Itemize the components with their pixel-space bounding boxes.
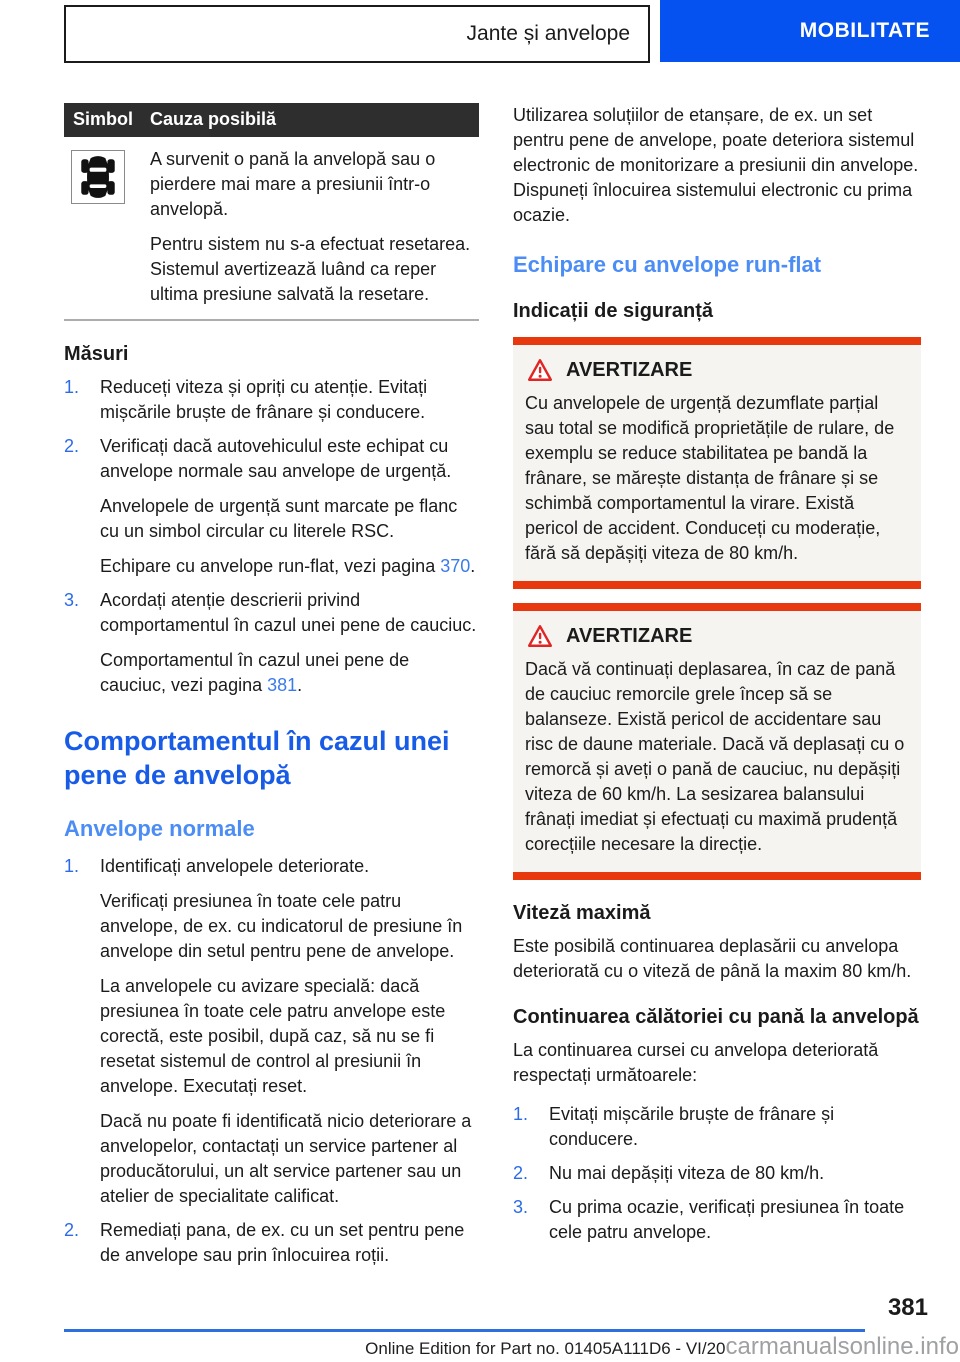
- list-item-body: [100, 854, 479, 1209]
- warning-label: AVERTIZARE: [566, 624, 693, 647]
- list-item: [64, 434, 479, 579]
- warning-text: Dacă vă continuați deplasarea, în caz de pană de cauciuc remorcile grele încep să se balanseze. Există pericol de accidentare sau risc de daune materiale. Dacă vă deplasați cu o remorcă și aveți o pană de cauciuc, nu depășiți viteza de 60 km/h. La sesizarea balansului frânați imediat și efectuați cu maximă prudență corecțiile necesare la direcție.: [525, 659, 905, 854]
- page-footer: [0, 1282, 960, 1362]
- list-number: 2.: [513, 1163, 529, 1183]
- edition-text: Online Edition for Part no. 01405A111D6 - VI/20: [365, 1339, 726, 1358]
- max-speed-title: Viteză maximă: [513, 902, 651, 924]
- list-paragraph: Cu prima ocazie, verificați presiunea în toate cele patru anvelope.: [549, 1197, 905, 1242]
- page-number: 381: [887, 1294, 928, 1321]
- list-item: [64, 588, 479, 698]
- table-row: [64, 137, 479, 321]
- subsection-title-normal-tires: Anvelope normale: [64, 816, 255, 841]
- content-columns: [0, 103, 960, 1277]
- symbol-table-header: [64, 103, 479, 137]
- link-suffix-text: .: [297, 675, 303, 695]
- warning-title-row: [525, 358, 909, 382]
- max-speed-text: Este posibilă continuarea deplasării cu anvelopa deteriorată cu o viteză de până la maxim 80 km/h.: [513, 936, 912, 981]
- list-paragraph: Dacă nu poate fi identificată nicio deteriorare a anvelopelor, contactați un service partener al producătorului, un alt service partener sau un atelier de specialitate calificat.: [100, 1111, 472, 1206]
- list-paragraph: Verificați presiunea în toate cele patru anvelope, de ex. cu indicatorul de presiune în anvelope din setul pentru pene de anvelope.: [100, 891, 463, 961]
- page-header: [0, 0, 960, 63]
- subsection-title-runflat: Echipare cu anvelope run-flat: [513, 252, 822, 277]
- safety-notes-title: Indicații de siguranță: [513, 300, 714, 322]
- symbol-column-header: Simbol: [73, 109, 134, 129]
- list-item-body: [100, 588, 479, 698]
- list-number: 2.: [64, 1220, 80, 1240]
- list-number: 1.: [513, 1104, 529, 1124]
- measures-title: Măsuri: [64, 343, 129, 365]
- section-title: Comportamentul în cazul unei pene de anvelopă: [64, 726, 450, 790]
- list-paragraph: Remediați pana, de ex. cu un set pentru pene de anvelope sau prin înlocuirea roții.: [100, 1220, 465, 1265]
- list-paragraph: Reduceți viteza și opriți cu atenție. Evitați mișcările bruște de frânare și conducere.: [100, 377, 428, 422]
- list-paragraph: La anvelopele cu avizare specială: dacă presiunea în toate cele patru anvelope este corectă, este posibil, după caz, să nu se fi resetat sistemul de control al presiunii în anvelope. Executați reset.: [100, 976, 446, 1096]
- list-item-body: [549, 1102, 921, 1152]
- list-item: [513, 1102, 921, 1152]
- symbol-cell: [64, 147, 150, 307]
- cause-column-header: Cauza posibilă: [150, 109, 277, 129]
- list-paragraph: Anvelopele de urgență sunt marcate pe flanc cu un simbol circular cu literele RSC.: [100, 496, 458, 541]
- list-paragraph: Verificați dacă autovehiculul este echipat cu anvelope normale sau anvelope de urgență.: [100, 436, 452, 481]
- breadcrumb: [64, 5, 650, 63]
- page-link-381[interactable]: 381: [267, 675, 298, 695]
- list-paragraph: Acordați atenție descrierii privind comportamentul în cazul unei pene de cauciuc.: [100, 590, 477, 635]
- list-number: 3.: [64, 590, 80, 610]
- list-item-body: [100, 375, 479, 425]
- watermark-text: carmanualsonline.info: [725, 1333, 959, 1360]
- chapter-label: MOBILITATE: [799, 19, 930, 42]
- warning-triangle-icon: [527, 624, 553, 648]
- list-paragraph: Nu mai depășiți viteza de 80 km/h.: [549, 1163, 825, 1183]
- breadcrumb-label: Jante și anvelope: [466, 22, 630, 45]
- cause-cell: [150, 147, 479, 307]
- list-number: 1.: [64, 377, 80, 397]
- list-item-body: [100, 1218, 479, 1268]
- list-paragraph: [100, 554, 479, 579]
- link-prefix-text: Comportamentul în cazul unei pene de cauciuc, vezi pagina: [100, 650, 410, 695]
- list-item: [64, 854, 479, 1209]
- continue-intro: La continuarea cursei cu anvelopa deteriorată respectați următoarele:: [513, 1040, 879, 1085]
- warning-title-row: [525, 624, 909, 648]
- warning-box: [513, 603, 921, 880]
- list-item: [513, 1161, 921, 1186]
- list-paragraph: Evitați mișcările bruște de frânare și conducere.: [549, 1104, 835, 1149]
- symbol-table: [64, 103, 479, 321]
- list-item: [64, 1218, 479, 1268]
- footer-credit-row: [0, 1333, 959, 1361]
- list-number: 2.: [64, 436, 80, 456]
- list-item: [64, 375, 479, 425]
- right-column: [513, 103, 921, 1277]
- link-suffix-text: .: [470, 556, 476, 576]
- cause-paragraph: Pentru sistem nu s-a efectuat resetarea. Sistemul avertizează luând ca reper ultima presiune salvată la resetare.: [150, 234, 471, 304]
- list-number: 3.: [513, 1197, 529, 1217]
- list-item-body: [549, 1195, 921, 1245]
- left-column: [64, 103, 479, 1277]
- intro-paragraph: Utilizarea soluțiilor de etanșare, de ex. un set pentru pene de anvelope, poate deteriora sistemul electronic de monitorizare a presiunii din anvelope. Dispuneți înlocuirea sistemului electronic cu prima ocazie.: [513, 105, 919, 225]
- list-item-body: [549, 1161, 921, 1186]
- list-paragraph: [100, 648, 479, 698]
- list-item-body: [100, 434, 479, 579]
- warning-label: AVERTIZARE: [566, 358, 693, 381]
- warning-text: Cu anvelopele de urgență dezumflate parțial sau total se modifică proprietățile de rulare, de exemplu se reduce stabilitatea pe bandă la frânare, se mărește distanța de frânare și se schimbă comportamentul la virare. Există pericol de accident. Conduceți cu moderație, fără să depășiți viteza de 80 km/h.: [525, 393, 895, 563]
- chapter-tab: [660, 0, 960, 62]
- page-link-370[interactable]: 370: [440, 556, 471, 576]
- link-prefix-text: Echipare cu anvelope run-flat, vezi pagina: [100, 556, 441, 576]
- warning-box: [513, 337, 921, 589]
- list-number: 1.: [64, 856, 80, 876]
- footer-rule: [64, 1329, 865, 1332]
- continue-title: Continuarea călătoriei cu pană la anvelopă: [513, 1006, 919, 1028]
- flat-tire-indicator-icon: [71, 150, 125, 204]
- list-item: [513, 1195, 921, 1245]
- list-paragraph: Identificați anvelopele deteriorate.: [100, 856, 370, 876]
- cause-paragraph: A survenit o pană la anvelopă sau o pierdere mai mare a presiunii într-o anvelopă.: [150, 149, 436, 219]
- warning-triangle-icon: [527, 358, 553, 382]
